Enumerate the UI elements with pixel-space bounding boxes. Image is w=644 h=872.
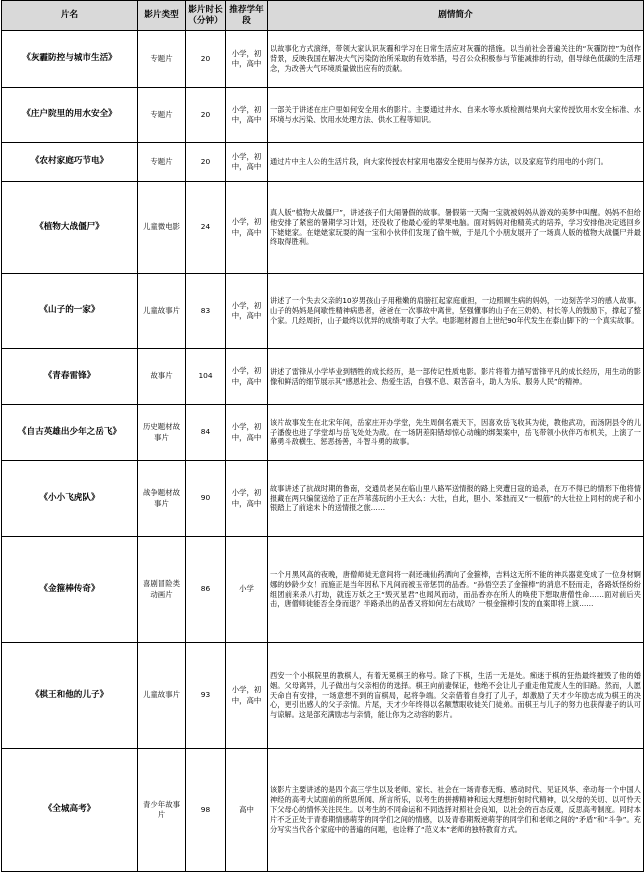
table-header-row — [2, 1, 644, 31]
film-duration: 90 — [186, 461, 226, 537]
film-type: 专题片 — [138, 31, 186, 88]
film-summary: 该影片主要讲述的是四个高三学生以及老师、家长、社会在一场青春无悔、感动时代、见证风华、牵动每一个中国人神经的高考大试面前的所思所闻、所言所乐，以考生的拼搏精神和远大理想折射时代精神，以父母的关切、以可怜天下父母心的情怀关注民生。以考生的不同命运和不同选择对照社会良知，以社会的百态反观，反思高考制度。同时本片不乏正处于青春期情感萌芽的同学们之间的情感，以及青春期叛逆萌芽的同学们和老师之间的“矛盾”和“斗争”。充分写实当代各个家庭中的普遍的问题，也诠释了“范义本”老师的独特教育方式。 — [268, 749, 644, 872]
film-duration: 24 — [186, 182, 226, 274]
film-name: 《棋王和他的儿子》 — [2, 643, 138, 749]
film-type: 故事片 — [138, 349, 186, 405]
film-type: 专题片 — [138, 88, 186, 143]
film-duration: 83 — [186, 274, 226, 349]
film-summary: 真人版“植物大战僵尸”，讲述孩子们大闹暑假的故事。暑假第一天陶一宝就被妈妈从游戏的美梦中叫醒。妈妈不但给他安排了紧密的暑期学习计划，还没收了他最心爱的苹果电脑。面对妈妈对他精英式的培养，学习安排他决定逃回乡下姥姥家。在姥姥家玩耍的淘一宝和小伙伴们发现了偷牛贼，于是几个小朋友展开了一场真人版的植物大战僵尸并最终取得胜利。 — [268, 182, 644, 274]
table-row — [2, 143, 644, 182]
film-name: 《庄户院里的用水安全》 — [2, 88, 138, 143]
header-film-name: 片名 — [2, 1, 138, 31]
film-grades: 小学，初中，高中 — [226, 405, 268, 461]
film-name: 《金箍棒传奇》 — [2, 537, 138, 643]
film-type: 专题片 — [138, 143, 186, 182]
film-type: 战争题材故事片 — [138, 461, 186, 537]
film-grades: 小学 — [226, 537, 268, 643]
film-type: 青少年故事片 — [138, 749, 186, 872]
header-duration: 影片时长（分钟） — [186, 1, 226, 31]
film-grades: 小学，初中，高中 — [226, 461, 268, 537]
film-type: 儿童微电影 — [138, 182, 186, 274]
table-row — [2, 461, 644, 537]
film-grades: 小学，初中，高中 — [226, 182, 268, 274]
film-summary: 讲述了一个失去父亲的10岁男孩山子用稚嫩的肩膀扛起家庭重担，一边照顾生病的妈妈，一边刻苦学习的感人故事。山子的妈妈是间歇性精神病患者，爸爸在一次事故中离世，坚强懂事的山子在三奶奶、村长等人的鼓励下，撑起了整个家。几经周折，山子最终以优异的成绩考取了大学。电影题材源自上世纪90年代发生在泰山脚下的一个真实故事。 — [268, 274, 644, 349]
film-name: 《农村家庭巧节电》 — [2, 143, 138, 182]
film-summary: 一个月黑风高的夜晚，唐僧师徒无意间将一刹还魂仙药洒向了金箍棒，吉料这无所不能的神兵器竟变成了一位身材婀娜的妙龄少女！而施正是当年因私下凡间而被玉帝惩罚的品香。“孙悟空丢了金箍棒”的消息不胫而走，各路妖怪纷纷组团前来杀八打劫，就连万妖之王“毁灭星君”也闻风而动，而品香亦在所人的唤使下想取唐僧性命……面对前后夹击，唐僧师徒能否全身而退？半路杀出的品香又将如何左右战局？一根金箍棒引发的血案即将上演…… — [268, 537, 644, 643]
film-name: 《植物大战僵尸》 — [2, 182, 138, 274]
film-duration: 20 — [186, 88, 226, 143]
table-row — [2, 31, 644, 88]
film-grades: 高中 — [226, 749, 268, 872]
film-duration: 98 — [186, 749, 226, 872]
table-row — [2, 405, 644, 461]
film-grades: 小学，初中，高中 — [226, 643, 268, 749]
film-duration: 20 — [186, 31, 226, 88]
film-name: 《青春雷锋》 — [2, 349, 138, 405]
film-grades: 小学，初中，高中 — [226, 143, 268, 182]
film-duration: 84 — [186, 405, 226, 461]
film-grades: 小学，初中，高中 — [226, 274, 268, 349]
table-row — [2, 182, 644, 274]
film-summary: 故事讲述了抗战时期的鲁南，交通员老吴在临山里八路军送情报的路上突遭日寇的追杀，在万不得已的情形下他将情报藏在两只编筐送给了正在芦苇荡玩的小王大么：大壮，自此，胆小、笨拙而又“一根筋”的大壮拉上同村的虎子和小银踏上了前途未卜的送情报之旅…… — [268, 461, 644, 537]
film-duration: 20 — [186, 143, 226, 182]
film-duration: 104 — [186, 349, 226, 405]
film-type: 儿童故事片 — [138, 274, 186, 349]
table-row — [2, 88, 644, 143]
film-summary: 以故事化方式演绎，带领大家认识灰霾和学习在日常生活应对灰霾的措施。以当前社会普遍关注的“灰霾防控”为创作背景，反映我国在解决大气污染防治所采取的有效举措，号召公众积极参与节能减排的行动，倡导绿色低碳的生活理念，为改善大气环境质量做出应有的贡献。 — [268, 31, 644, 88]
film-table — [1, 0, 644, 872]
film-name: 《灰霾防控与城市生活》 — [2, 31, 138, 88]
table-row — [2, 274, 644, 349]
header-film-type: 影片类型 — [138, 1, 186, 31]
film-name: 《小小飞虎队》 — [2, 461, 138, 537]
film-grades: 小学，初中，高中 — [226, 349, 268, 405]
film-name: 《山子的一家》 — [2, 274, 138, 349]
film-summary: 讲述了雷锋从小学毕业到牺牲的成长经历，是一部传记性质电影。影片将着力描写雷锋平凡的成长经历，用生动的影像和鲜活的细节展示其“感恩社会、热爱生活，自强不息、艰苦奋斗，助人为乐、服务人民”的精神。 — [268, 349, 644, 405]
table-row — [2, 643, 644, 749]
table-row — [2, 349, 644, 405]
film-summary: 西安一个小棋院里的教棋人，有着无冕棋王的称号。除了下棋，生活一无是处。痴迷于棋的狂热最终摧毁了他的婚姻。父母离异，儿子做出与父亲相仿的选择。棋王向前妻保证，他绝不会让儿子重走他荒废人生的旧路。然而，人愿天命自有安排，一场意想不到的盲棋局，起将争端。父亲借着自身打了儿子，却激励了天才少年励志成为棋王的决心，更引出感人的父子亲情。片尾，天才少年终得以名额慧眼收徒关门徒弟。而棋王与儿子的努力也获得妻子的认可与谅解。这是部充满励志与亲情，能让你为之动容的影片。 — [268, 643, 644, 749]
film-grades: 小学，初中，高中 — [226, 31, 268, 88]
film-summary: 通过片中主人公的生活片段，向大家传授农村家用电器安全使用与保养方法，以及家庭节约用电的小窍门。 — [268, 143, 644, 182]
header-summary: 剧情简介 — [268, 1, 644, 31]
header-grades: 推荐学年段 — [226, 1, 268, 31]
film-type: 儿童故事片 — [138, 643, 186, 749]
film-type: 历史题材故事片 — [138, 405, 186, 461]
table-row — [2, 537, 644, 643]
film-name: 《全城高考》 — [2, 749, 138, 872]
film-type: 喜剧冒险类动画片 — [138, 537, 186, 643]
film-grades: 小学，初中，高中 — [226, 88, 268, 143]
film-duration: 86 — [186, 537, 226, 643]
table-row — [2, 749, 644, 872]
film-summary: 该片故事发生在北宋年间，岳家庄开办学堂，先生周侗名震天下，因喜欢岳飞收其为徒，教他武功，而汤阴县令的儿子潘俊也进了学堂却与岳飞处处为敌。在一场阴差阳错却惊心动魄的绑架案中，岳飞带领小伙伴巧布机关，上演了一幕勇斗敌横生、惩恶扬善，斗智斗勇的故事。 — [268, 405, 644, 461]
film-name: 《自古英雄出少年之岳飞》 — [2, 405, 138, 461]
film-duration: 93 — [186, 643, 226, 749]
film-summary: 一部关于讲述在庄户里如何安全用水的影片。主要通过井水、自来水等水质检测结果向大家传授饮用水安全标准、水环境与水污染、饮用水处理方法、供水工程等知识。 — [268, 88, 644, 143]
